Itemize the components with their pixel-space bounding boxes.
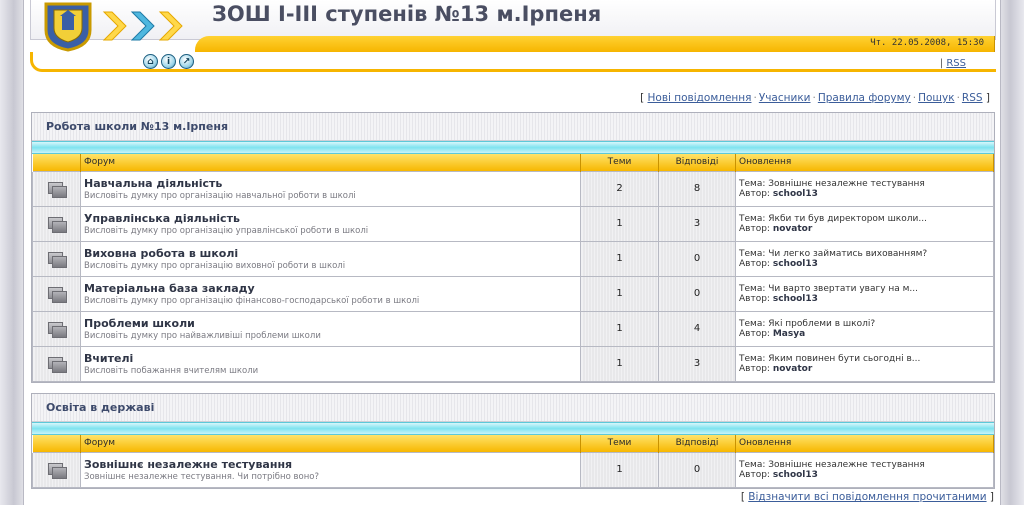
header-yellow-band [195, 36, 995, 52]
header-lower-band [30, 52, 996, 72]
forum-last-post [736, 346, 994, 381]
forum-topics: 2 [581, 171, 659, 206]
forum-topics: 1 [581, 346, 659, 381]
external-link-icon[interactable]: ↗ [179, 54, 194, 69]
last-topic-link[interactable]: Зовнішнє незалежне тестування [768, 459, 925, 470]
forum-replies: 3 [659, 346, 736, 381]
forum-name[interactable]: Вчителі [84, 351, 134, 365]
last-author-link[interactable]: school13 [772, 469, 818, 480]
forum-desc: Зовнішнє незалежне тестування. Чи потрібно воно? [84, 471, 319, 482]
col-topics: Теми [581, 154, 659, 171]
forum-topics: 1 [581, 241, 659, 276]
forum-topics: 1 [581, 452, 659, 487]
col-icon [33, 435, 81, 452]
rss-link[interactable]: RSS [961, 92, 983, 104]
members-link[interactable]: Учасники [758, 92, 811, 104]
header-rss-link[interactable]: RSS [946, 58, 966, 69]
last-author-link[interactable]: school13 [772, 258, 818, 269]
forum-desc: Висловіть думку про організацію виховної роботи в школі [84, 260, 346, 271]
forum-cell [81, 241, 581, 276]
current-datetime: Чт. 22.05.2008, 15:30 [870, 38, 984, 48]
forum-row [33, 452, 994, 487]
header-nav-icons [143, 54, 194, 69]
category-separator [32, 141, 994, 154]
forum-folder-icon [48, 357, 66, 371]
forum-name[interactable]: Виховна робота в школі [84, 246, 239, 260]
last-author-link[interactable]: novator [772, 363, 813, 374]
forum-icon-cell [33, 276, 81, 311]
last-topic-link[interactable]: Чи легко займатись вихованням? [768, 248, 928, 259]
forum-replies: 4 [659, 311, 736, 346]
top-links: [ Нові повідомлення · Учасники · Правила форуму · Пошук · RSS ] [640, 92, 990, 104]
forum-icon-cell [33, 311, 81, 346]
forum-icon-cell [33, 346, 81, 381]
new-posts-link[interactable]: Нові повідомлення [647, 92, 752, 104]
forum-cell [81, 452, 581, 487]
mark-all-read: [ Відзначити всі повідомлення прочитаними ] [740, 491, 994, 503]
site-title: ЗОШ І-ІІІ ступенів №13 м.Ірпеня [212, 2, 602, 26]
forum-replies: 8 [659, 171, 736, 206]
forum-replies: 3 [659, 206, 736, 241]
forum-cell [81, 206, 581, 241]
forum-topics: 1 [581, 276, 659, 311]
last-author-label: Автор: [739, 363, 770, 374]
col-updates: Оновлення [736, 154, 994, 171]
forum-last-post [736, 171, 994, 206]
col-forum: Форум [81, 154, 581, 171]
forum-cell [81, 311, 581, 346]
forum-folder-icon [48, 252, 66, 266]
last-topic-link[interactable]: Якби ти був директором школи... [768, 213, 927, 224]
forum-folder-icon [48, 287, 66, 301]
forum-icon-cell [33, 452, 81, 487]
forum-folder-icon [48, 182, 66, 196]
forum-last-post [736, 311, 994, 346]
category-separator [32, 422, 994, 435]
forum-folder-icon [48, 217, 66, 231]
forum-table [32, 435, 994, 488]
last-topic-link[interactable]: Зовнішнє незалежне тестування [768, 178, 925, 189]
forum-row [33, 206, 994, 241]
last-author-link[interactable]: novator [772, 223, 813, 234]
last-author-label: Автор: [739, 188, 770, 199]
page-frame-left [0, 0, 24, 505]
forum-last-post [736, 452, 994, 487]
home-icon[interactable]: ⌂ [143, 54, 158, 69]
last-author-label: Автор: [739, 469, 770, 480]
col-topics: Теми [581, 435, 659, 452]
forum-table-header [33, 154, 994, 171]
forum-icon-cell [33, 171, 81, 206]
rules-link[interactable]: Правила форуму [817, 92, 911, 104]
forum-folder-icon [48, 322, 66, 336]
forum-replies: 0 [659, 241, 736, 276]
forum-replies: 0 [659, 276, 736, 311]
last-topic-label: Тема: [739, 318, 766, 329]
col-replies: Відповіді [659, 154, 736, 171]
col-forum: Форум [81, 435, 581, 452]
category-school-work [31, 112, 995, 383]
forum-desc: Висловіть думку про найважливіші проблеми школи [84, 330, 321, 341]
forum-desc: Висловіть побажання вчителям школи [84, 365, 259, 376]
forum-row [33, 171, 994, 206]
forum-row [33, 311, 994, 346]
header-rss: | RSS [939, 58, 966, 69]
forum-cell [81, 171, 581, 206]
col-replies: Відповіді [659, 435, 736, 452]
last-topic-label: Тема: [739, 248, 766, 259]
last-topic-label: Тема: [739, 178, 766, 189]
forum-name[interactable]: Зовнішнє незалежне тестування [84, 457, 293, 471]
forum-table-header [33, 435, 994, 452]
col-icon [33, 154, 81, 171]
header-arrows-decoration [102, 6, 212, 46]
forum-folder-icon [48, 463, 66, 477]
last-topic-link[interactable]: Яким повинен бути сьогодні в... [768, 353, 921, 364]
forum-last-post [736, 276, 994, 311]
forum-topics: 1 [581, 311, 659, 346]
last-topic-label: Тема: [739, 353, 766, 364]
last-topic-label: Тема: [739, 213, 766, 224]
last-topic-label: Тема: [739, 459, 766, 470]
forum-topics: 1 [581, 206, 659, 241]
forum-row [33, 241, 994, 276]
category-title[interactable]: Робота школи №13 м.Ірпеня [32, 113, 994, 141]
last-author-link[interactable]: school13 [772, 188, 818, 199]
school-logo-icon[interactable] [40, 0, 96, 52]
forum-row [33, 346, 994, 381]
last-author-label: Автор: [739, 223, 770, 234]
page-frame-right [1000, 0, 1024, 505]
last-topic-link[interactable]: Які проблеми в школі? [768, 318, 876, 329]
forum-desc: Висловіть думку про організацію управлінської роботи в школі [84, 225, 369, 236]
last-author-label: Автор: [739, 328, 770, 339]
forum-name[interactable]: Управлінська діяльність [84, 211, 240, 225]
info-icon[interactable]: i [161, 54, 176, 69]
last-author-link[interactable]: Masya [772, 328, 806, 339]
mark-all-read-link[interactable]: Відзначити всі повідомлення прочитаними [748, 491, 987, 503]
forum-cell [81, 346, 581, 381]
forum-desc: Висловіть думку про організацію навчальної роботи в школі [84, 190, 356, 201]
forum-row [33, 276, 994, 311]
last-topic-link[interactable]: Чи варто звертати увагу на м... [768, 283, 919, 294]
forum-desc: Висловіть думку про організацію фінансово-господарської роботи в школі [84, 295, 420, 306]
forum-name[interactable]: Навчальна діяльність [84, 176, 223, 190]
search-link[interactable]: Пошук [918, 92, 955, 104]
col-updates: Оновлення [736, 435, 994, 452]
last-author-label: Автор: [739, 293, 770, 304]
last-author-label: Автор: [739, 258, 770, 269]
last-topic-label: Тема: [739, 283, 766, 294]
forum-icon-cell [33, 206, 81, 241]
forum-last-post [736, 206, 994, 241]
forum-cell [81, 276, 581, 311]
category-state-education [31, 393, 995, 489]
last-author-link[interactable]: school13 [772, 293, 818, 304]
forum-replies: 0 [659, 452, 736, 487]
forum-name[interactable]: Проблеми школи [84, 316, 195, 330]
forum-last-post [736, 241, 994, 276]
forum-icon-cell [33, 241, 81, 276]
site-header [30, 0, 996, 74]
category-title[interactable]: Освіта в державі [32, 394, 994, 422]
forum-name[interactable]: Матеріальна база закладу [84, 281, 255, 295]
forum-table [32, 154, 994, 382]
